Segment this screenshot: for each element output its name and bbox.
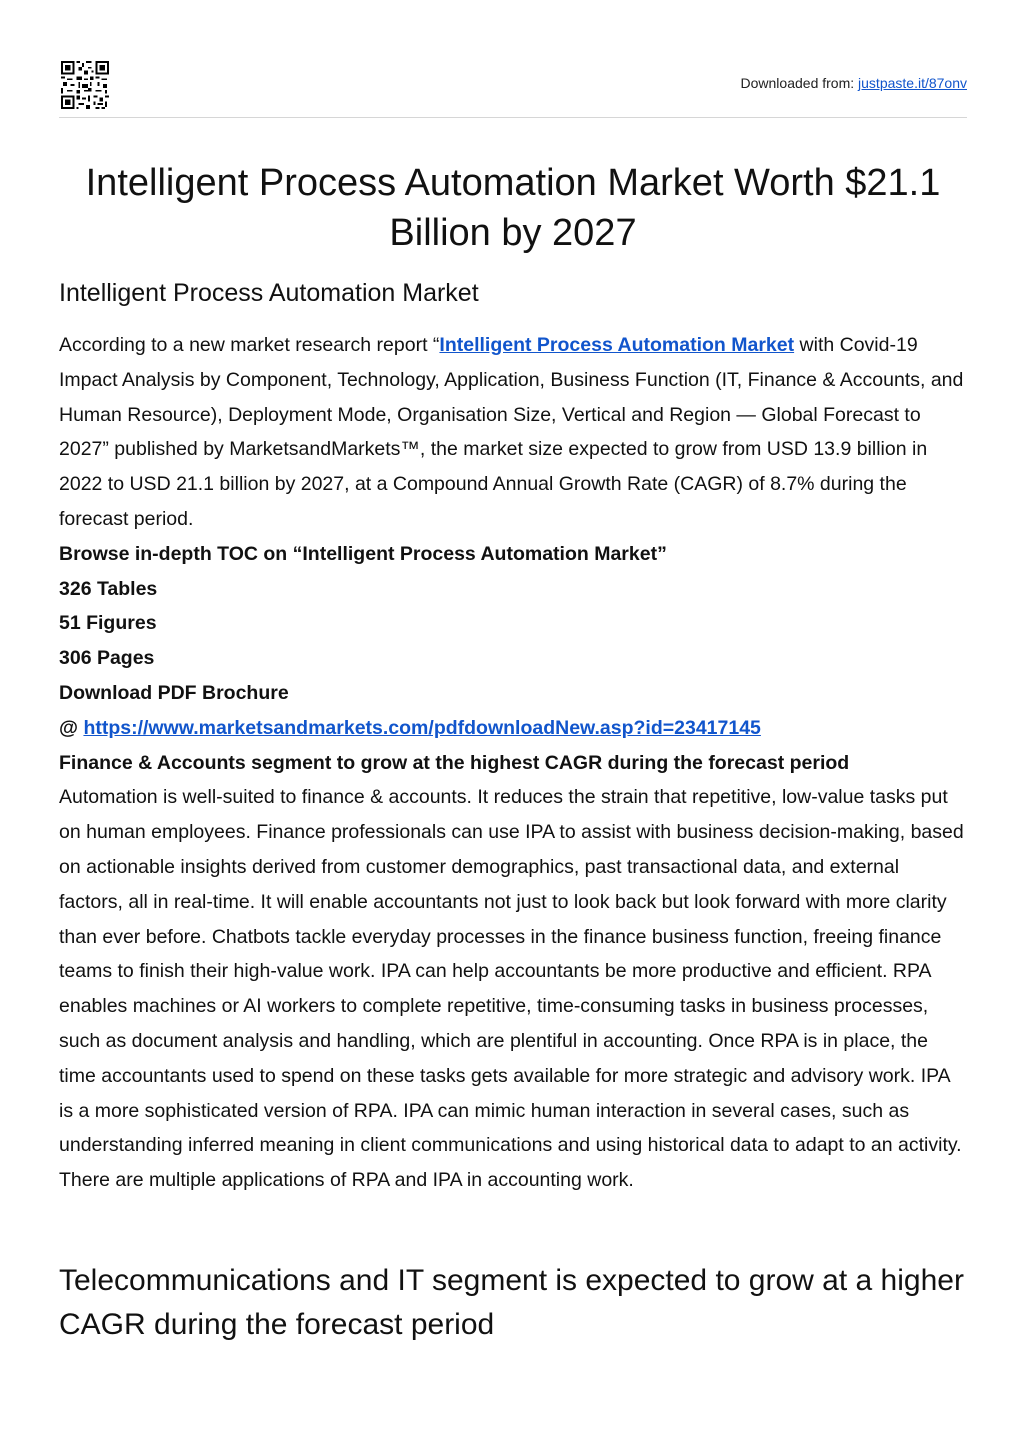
at-symbol: @	[59, 716, 84, 739]
intro-paragraph	[59, 328, 967, 537]
subtitle: Intelligent Process Automation Market	[59, 279, 479, 307]
page-title: Intelligent Process Automation Market Worth $21.1 Billion by 2027	[85, 162, 941, 254]
download-source	[741, 75, 967, 91]
intro-text-end: with Covid-19 Impact Analysis by Component, Technology, Application, Business Function (IT, Finance & Accounts, and Human Resource), Deployment Mode, Organisation Size, Vertical and Region — Global Forecast to 2027” published by MarketsandMarkets™, the market size expected to grow from USD 13.9 billion in 2022 to USD 21.1 billion by 2027, at a Compound Annual Growth Rate (CAGR) of 8.7% during the forecast period.	[59, 334, 964, 530]
finance-body: Automation is well-suited to finance & accounts. It reduces the strain that repetitive, low-value tasks put on human employees. Finance professionals can use IPA to assist with business decision-making, based on actionable insights derived from customer demographics, past transactional data, and external factors, all in real-time. It will enable accountants not just to look back but look forward with more clarity than ever before. Chatbots tackle everyday processes in the finance business function, freeing finance teams to finish their high-value work. IPA can help accountants be more productive and efficient. RPA enables machines or AI workers to complete repetitive, time-consuming tasks in business processes, such as document analysis and handling, which are plentiful in accounting. Once RPA is in place, the time accountants used to spend on these tasks gets available for more strategic and advisory work. IPA is a more sophisticated version of RPA. IPA can mimic human interaction in several cases, such as understanding inferred meaning in client communications and using historical data to adapt to an activity. There are multiple applications of RPA and IPA in accounting work.	[59, 786, 964, 1192]
downloaded-label: Downloaded from:	[740, 75, 859, 91]
brochure-label: Download PDF Brochure	[59, 681, 289, 704]
article-body	[59, 328, 967, 1198]
brochure-line	[59, 711, 967, 746]
finance-heading: Finance & Accounts segment to grow at the highest CAGR during the forecast period	[59, 751, 850, 774]
report-link[interactable]: Intelligent Process Automation Market	[439, 334, 795, 356]
toc-heading: Browse in-depth TOC on “Intelligent Process Automation Market”	[59, 542, 667, 565]
toc-tables: 326 Tables	[59, 577, 158, 600]
toc-figures: 51 Figures	[59, 612, 157, 635]
intro-text-start: According to a new market research report “	[59, 334, 440, 356]
source-link[interactable]: justpaste.it/87onv	[858, 75, 967, 91]
toc-pages: 306 Pages	[59, 647, 155, 670]
page-header	[59, 61, 967, 118]
brochure-link[interactable]: https://www.marketsandmarkets.com/pdfdownloadNew.asp?id=23417145	[83, 716, 761, 739]
qr-code-icon	[61, 61, 109, 109]
telecom-heading: Telecommunications and IT segment is expected to grow at a higher CAGR during the forecast period	[59, 1264, 964, 1341]
